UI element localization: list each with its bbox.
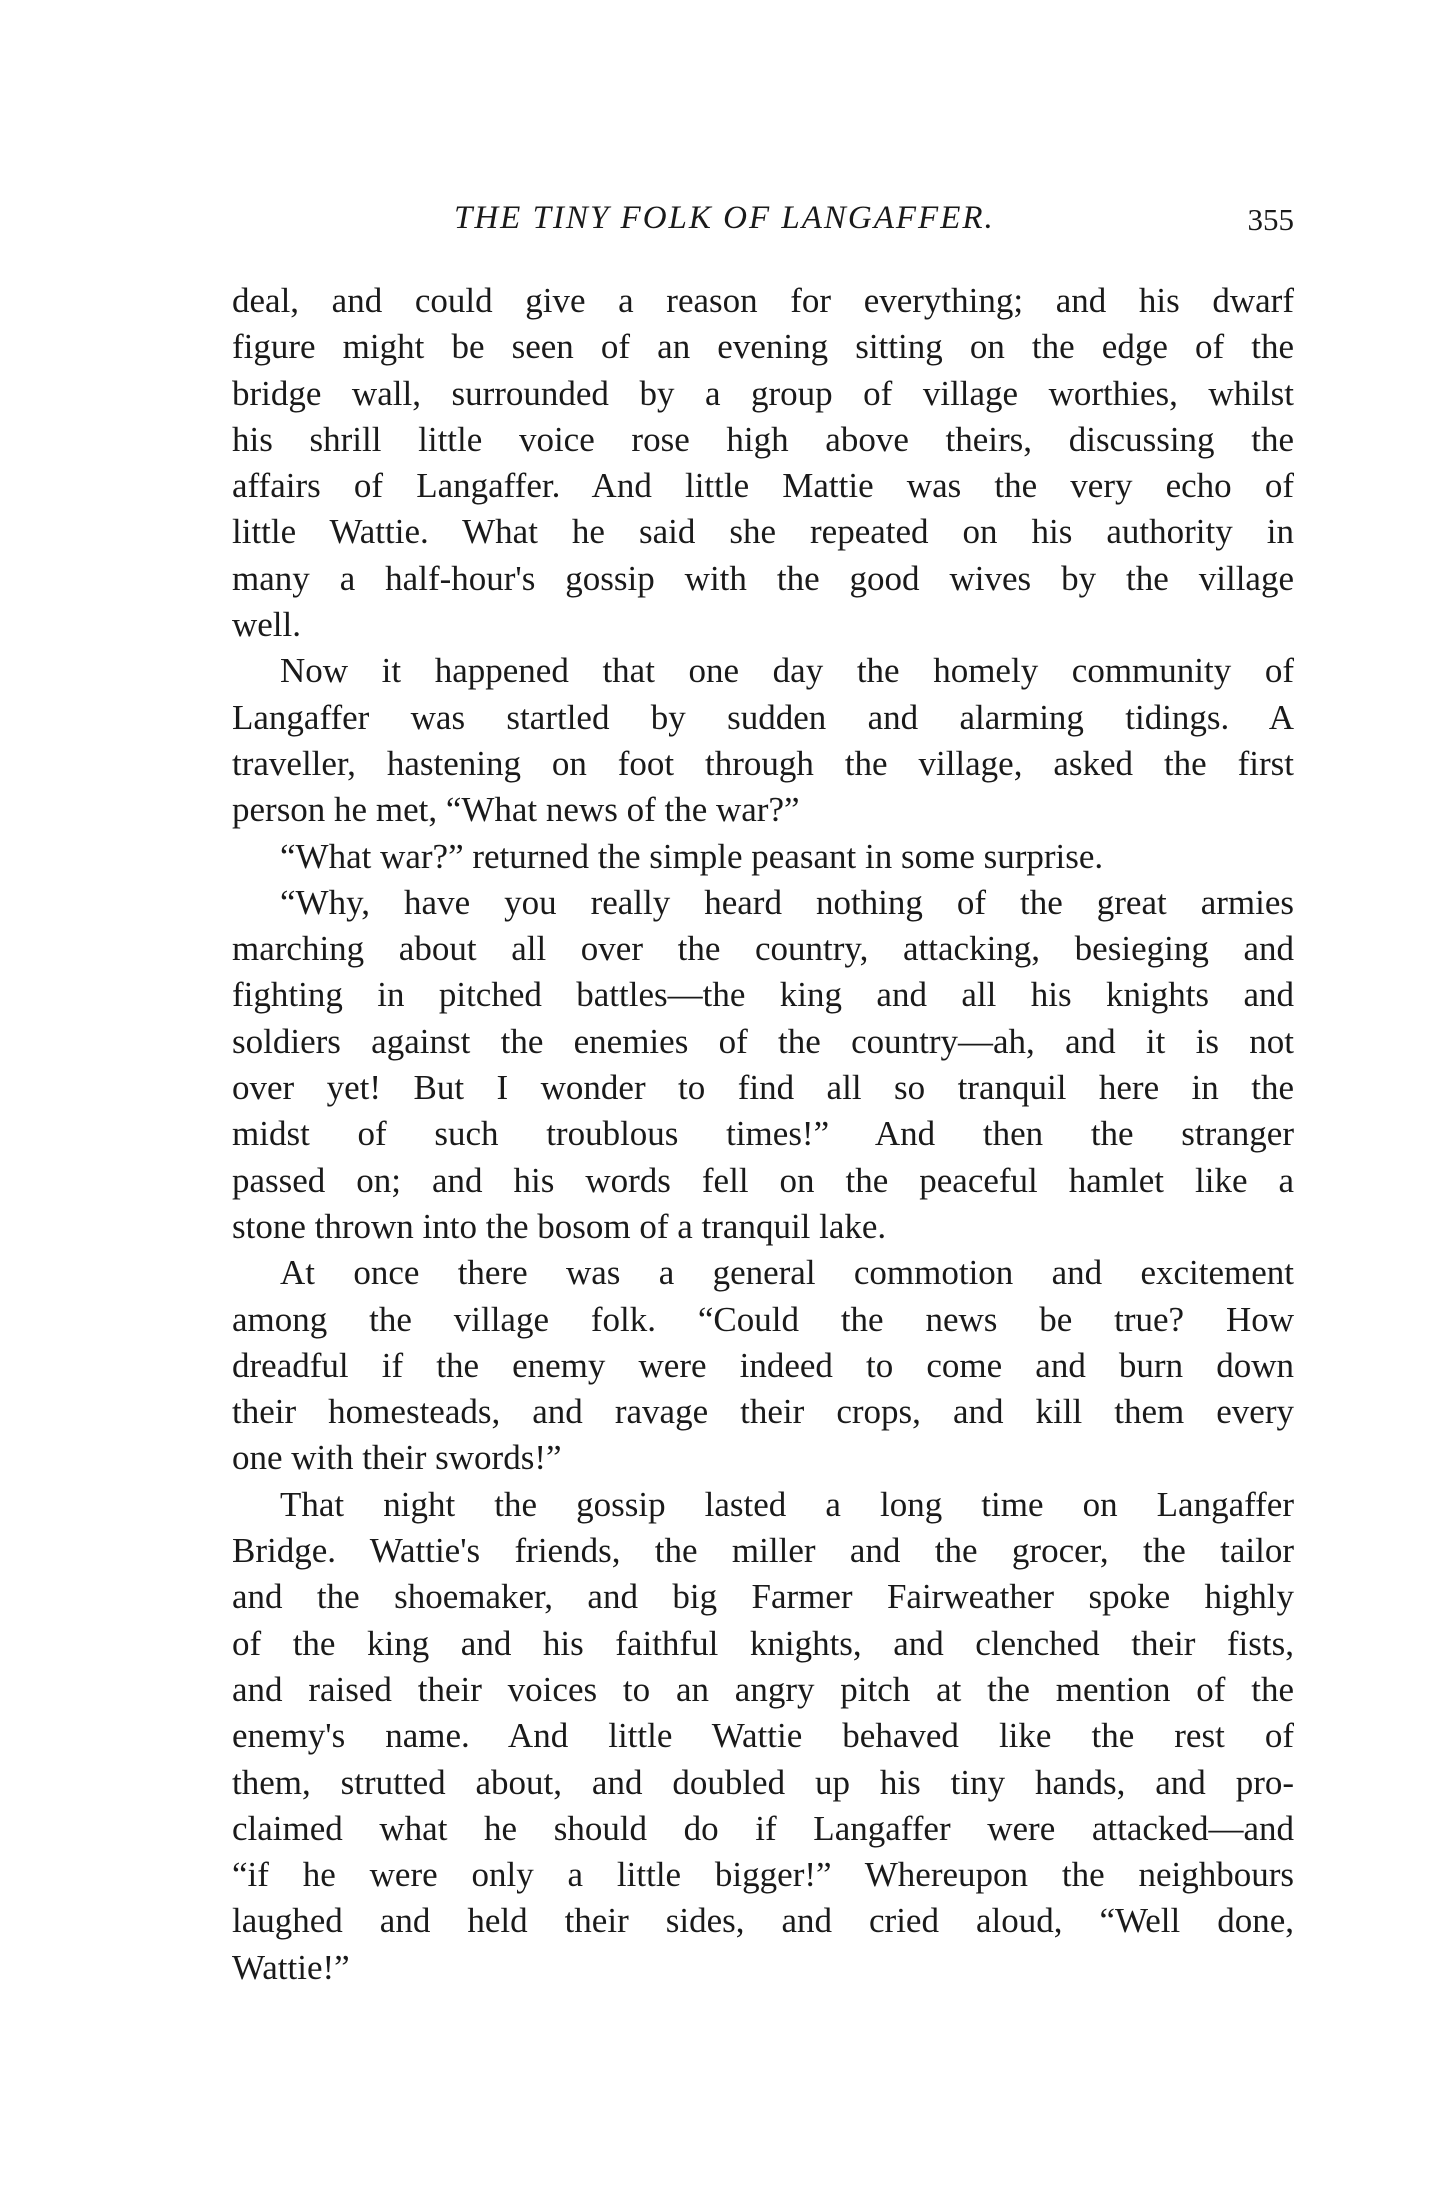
text-line: That night the gossip lasted a long time on Langaffer <box>280 1484 1294 1524</box>
text-line: and the shoemaker, and big Farmer Fairweather spoke highly <box>232 1577 1294 1617</box>
text-line: “if he were only a little bigger!” Whereupon the neighbours <box>232 1855 1294 1895</box>
text-line: them, strutted about, and doubled up his tiny hands, and pro- <box>232 1762 1294 1802</box>
text-line: fighting in pitched battles—the king and all his knights and <box>232 975 1294 1015</box>
body-text <box>232 278 1294 1991</box>
page-header <box>232 200 1294 250</box>
text-line: of the king and his faithful knights, and clenched their fists, <box>232 1623 1294 1663</box>
text-line: laughed and held their sides, and cried aloud, “Well done, <box>232 1901 1294 1941</box>
text-line: one with their swords!” <box>232 1438 562 1478</box>
paragraph <box>232 834 1294 880</box>
text-line: “Why, have you really heard nothing of the great armies <box>280 882 1294 922</box>
text-line: enemy's name. And little Wattie behaved like the rest of <box>232 1716 1294 1756</box>
paragraph <box>232 880 1294 1250</box>
text-line: little Wattie. What he said she repeated on his authority in <box>232 512 1294 552</box>
text-line: Langaffer was startled by sudden and alarming tidings. A <box>232 697 1294 737</box>
paragraph <box>232 1482 1294 1991</box>
text-line: well. <box>232 605 302 645</box>
text-line: Wattie!” <box>232 1947 350 1987</box>
text-line: affairs of Langaffer. And little Mattie was the very echo of <box>232 466 1294 506</box>
paragraph <box>232 648 1294 833</box>
paragraph <box>232 278 1294 648</box>
running-title: THE TINY FOLK OF LANGAFFER. <box>454 200 995 236</box>
text-line: stone thrown into the bosom of a tranquil lake. <box>232 1206 887 1246</box>
text-line: passed on; and his words fell on the peaceful hamlet like a <box>232 1160 1294 1200</box>
text-line: his shrill little voice rose high above theirs, discussing the <box>232 419 1294 459</box>
text-line: traveller, hastening on foot through the village, asked the first <box>232 743 1294 783</box>
text-line: Now it happened that one day the homely community of <box>280 651 1294 691</box>
text-line: claimed what he should do if Langaffer were attacked—and <box>232 1808 1294 1848</box>
text-line: many a half-hour's gossip with the good wives by the village <box>232 558 1294 598</box>
text-line: Bridge. Wattie's friends, the miller and the grocer, the tailor <box>232 1531 1294 1571</box>
text-line: soldiers against the enemies of the country—ah, and it is not <box>232 1021 1294 1061</box>
text-line: At once there was a general commotion and excitement <box>280 1253 1294 1293</box>
page-number: 355 <box>1247 202 1294 237</box>
text-line: “What war?” returned the simple peasant in some surprise. <box>280 836 1104 876</box>
text-line: figure might be seen of an evening sitting on the edge of the <box>232 327 1294 367</box>
text-line: and raised their voices to an angry pitch at the mention of the <box>232 1669 1294 1709</box>
paragraph <box>232 1250 1294 1481</box>
text-line: midst of such troublous times!” And then the stranger <box>232 1114 1294 1154</box>
text-line: their homesteads, and ravage their crops, and kill them every <box>232 1392 1294 1432</box>
text-line: dreadful if the enemy were indeed to come and burn down <box>232 1345 1294 1385</box>
text-line: deal, and could give a reason for everything; and his dwarf <box>232 281 1294 320</box>
text-line: person he met, “What news of the war?” <box>232 790 800 830</box>
text-line: marching about all over the country, attacking, besieging and <box>232 929 1294 969</box>
text-line: among the village folk. “Could the news be true? How <box>232 1299 1294 1339</box>
text-line: over yet! But I wonder to find all so tranquil here in the <box>232 1068 1294 1108</box>
text-line: bridge wall, surrounded by a group of village worthies, whilst <box>232 373 1294 413</box>
